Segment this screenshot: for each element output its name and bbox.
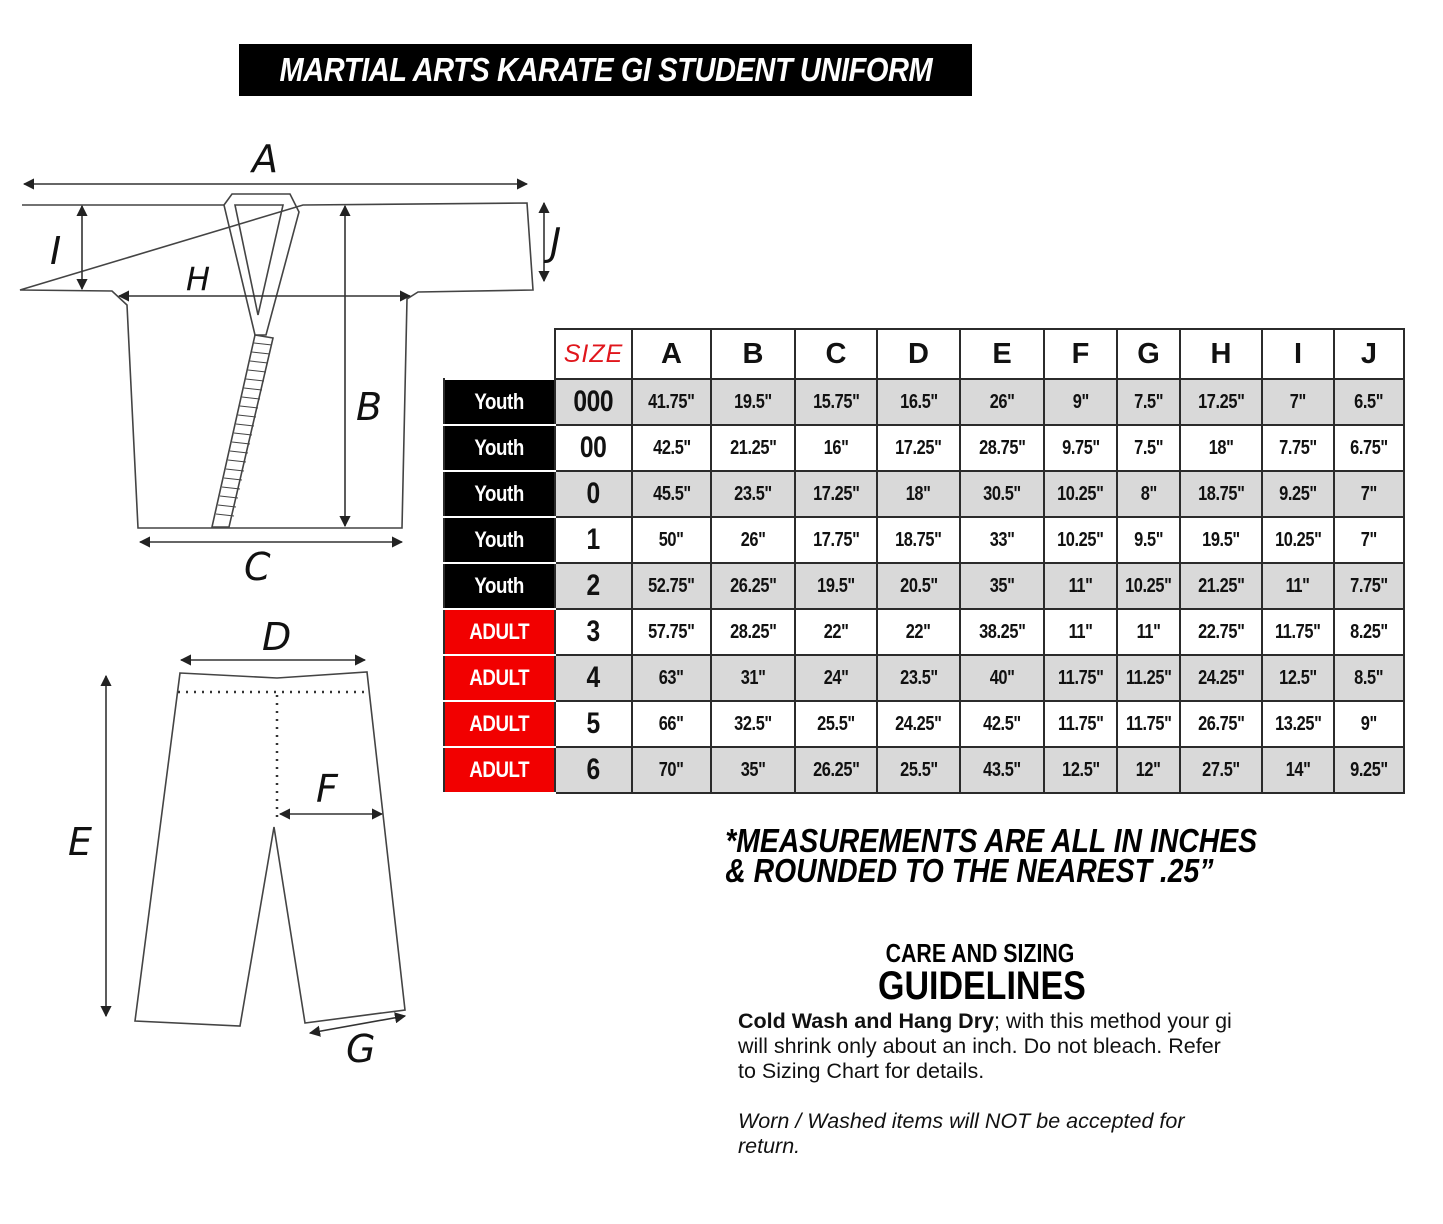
- measurement-value: 21.25": [729, 436, 777, 459]
- category-label: Youth: [474, 481, 525, 506]
- label-e: E: [68, 820, 93, 864]
- measurement-value: 7.75": [1350, 574, 1388, 597]
- size-cell: [555, 609, 632, 655]
- header-a: A: [632, 329, 711, 379]
- measurement-value: 28.75": [978, 436, 1026, 459]
- measurement-cell-g: [1117, 379, 1180, 425]
- measurement-value: 45.5": [652, 482, 691, 505]
- measurement-value: 31": [740, 666, 766, 689]
- category-label: ADULT: [469, 619, 530, 644]
- measurement-value: 16": [823, 436, 849, 459]
- measurement-value: 41.75": [648, 390, 695, 413]
- measurement-cell-f: [1044, 701, 1117, 747]
- measurement-cell-b: [711, 517, 795, 563]
- measurement-cell-j: [1334, 425, 1404, 471]
- size-cell: [555, 471, 632, 517]
- measurement-value: 28.25": [729, 620, 777, 643]
- category-cell: [444, 747, 555, 793]
- measurement-value: 7.5": [1134, 436, 1163, 459]
- measurement-value: 14": [1285, 758, 1311, 781]
- measurement-cell-g: [1117, 701, 1180, 747]
- table-row: [444, 609, 1404, 655]
- measurement-value: 7": [1360, 528, 1378, 551]
- measurement-cell-b: [711, 563, 795, 609]
- pants-measure-labels: [68, 615, 375, 1071]
- measurement-value: 20.5": [899, 574, 938, 597]
- measurement-cell-b: [711, 655, 795, 701]
- measurement-cell-c: [795, 471, 877, 517]
- measurement-value: 22": [906, 620, 931, 643]
- measurement-cell-h: [1180, 747, 1262, 793]
- measurement-cell-d: [877, 517, 960, 563]
- measurement-cell-h: [1180, 517, 1262, 563]
- table-row: [444, 563, 1404, 609]
- measurement-value: 10.25": [1125, 574, 1172, 597]
- care-paragraph: [738, 1009, 1238, 1084]
- measurement-cell-e: [960, 747, 1044, 793]
- measurement-cell-d: [877, 379, 960, 425]
- table-row: [444, 517, 1404, 563]
- measurement-cell-c: [795, 701, 877, 747]
- measurement-value: 11": [1068, 620, 1093, 643]
- header-b: B: [711, 329, 795, 379]
- measurement-value: 7.5": [1134, 390, 1163, 413]
- measurement-cell-b: [711, 471, 795, 517]
- measurement-cell-e: [960, 517, 1044, 563]
- measurement-cell-i: [1262, 471, 1334, 517]
- measurement-cell-a: [632, 379, 711, 425]
- measurement-value: 17.25": [812, 482, 860, 505]
- measurement-cell-h: [1180, 701, 1262, 747]
- pants-diagram: [106, 660, 405, 1033]
- measurement-cell-a: [632, 701, 711, 747]
- size-cell: [555, 425, 632, 471]
- table-row: [444, 379, 1404, 425]
- measurement-cell-g: [1117, 609, 1180, 655]
- label-c: C: [244, 545, 271, 589]
- measurement-value: 23.5": [899, 666, 938, 689]
- measurement-cell-j: [1334, 747, 1404, 793]
- measurement-cell-g: [1117, 655, 1180, 701]
- measurement-value: 11.75": [1057, 666, 1104, 689]
- measurement-value: 24.25": [1197, 666, 1245, 689]
- category-cell: [444, 609, 555, 655]
- note-line-2: & ROUNDED TO THE NEAREST .25”: [725, 852, 1214, 889]
- size-cell: [555, 655, 632, 701]
- measurement-value: 6.75": [1350, 436, 1388, 459]
- care-body-text: ; with this method your gi will shrink only about an inch. Do not bleach. Refer to Sizing Chart for details.: [738, 1009, 1232, 1083]
- measurement-value: 17.25": [1197, 390, 1245, 413]
- measurement-cell-c: [795, 563, 877, 609]
- measurement-value: 17.25": [895, 436, 942, 459]
- measurement-cell-f: [1044, 471, 1117, 517]
- measurement-value: 50": [659, 528, 684, 551]
- measurement-cell-c: [795, 425, 877, 471]
- measurement-cell-i: [1262, 563, 1334, 609]
- measurement-cell-d: [877, 471, 960, 517]
- measurement-value: 9.25": [1279, 482, 1317, 505]
- measurement-value: 18": [906, 482, 931, 505]
- measurement-value: 26": [740, 528, 766, 551]
- measurement-cell-j: [1334, 563, 1404, 609]
- measurement-value: 9": [1072, 390, 1089, 413]
- measurement-value: 11.25": [1125, 666, 1172, 689]
- measurement-cell-e: [960, 379, 1044, 425]
- measurement-cell-c: [795, 379, 877, 425]
- table-body: [444, 379, 1404, 793]
- measurement-value: 18.75": [1197, 482, 1245, 505]
- measurement-value: 24.25": [895, 712, 942, 735]
- measurement-value: 6.5": [1354, 390, 1384, 413]
- label-a: A: [252, 137, 278, 181]
- header-d: D: [877, 329, 960, 379]
- measurement-cell-h: [1180, 563, 1262, 609]
- measurement-cell-a: [632, 563, 711, 609]
- table-row: [444, 425, 1404, 471]
- measurement-cell-j: [1334, 471, 1404, 517]
- measurement-value: 10.25": [1057, 528, 1104, 551]
- measurement-cell-b: [711, 747, 795, 793]
- measurement-value: 66": [659, 712, 684, 735]
- measurement-value: 9.25": [1350, 758, 1388, 781]
- measurement-cell-i: [1262, 609, 1334, 655]
- measurement-cell-a: [632, 747, 711, 793]
- measurement-cell-a: [632, 655, 711, 701]
- measurement-cell-c: [795, 517, 877, 563]
- header-g: G: [1117, 329, 1180, 379]
- measurement-cell-e: [960, 655, 1044, 701]
- measurement-value: 18": [1208, 436, 1234, 459]
- size-value: 0: [586, 477, 601, 510]
- measurement-value: 30.5": [983, 482, 1021, 505]
- measurement-value: 27.5": [1202, 758, 1240, 781]
- measurement-cell-b: [711, 425, 795, 471]
- category-label: Youth: [474, 527, 525, 552]
- measurement-value: 11": [1136, 620, 1161, 643]
- measurement-value: 33": [989, 528, 1015, 551]
- measurement-cell-i: [1262, 701, 1334, 747]
- measurement-value: 10.25": [1274, 528, 1322, 551]
- measurement-cell-e: [960, 425, 1044, 471]
- measurement-cell-f: [1044, 609, 1117, 655]
- return-policy: Worn / Washed items will NOT be accepted for return.: [738, 1109, 1185, 1158]
- measurement-value: 43.5": [983, 758, 1021, 781]
- measurement-value: 19.5": [734, 390, 772, 413]
- measurement-cell-j: [1334, 655, 1404, 701]
- measurement-value: 25.5": [817, 712, 855, 735]
- measurement-value: 15.75": [812, 390, 860, 413]
- measurement-value: 11.75": [1057, 712, 1104, 735]
- size-cell: [555, 701, 632, 747]
- measurement-cell-d: [877, 747, 960, 793]
- header-c: C: [795, 329, 877, 379]
- measurement-value: 42.5": [652, 436, 691, 459]
- size-cell: [555, 379, 632, 425]
- measurement-cell-a: [632, 425, 711, 471]
- label-j: J: [550, 220, 562, 264]
- care-heading: [860, 940, 1100, 1006]
- category-label: Youth: [474, 435, 525, 460]
- size-value: 3: [586, 615, 601, 648]
- measurement-value: 7": [1360, 482, 1378, 505]
- header-size: SIZE: [555, 329, 632, 379]
- table-row: [444, 747, 1404, 793]
- measurement-value: 7.75": [1279, 436, 1317, 459]
- category-label: Youth: [474, 389, 525, 414]
- size-chart-table: [443, 328, 1405, 794]
- table-row: [444, 471, 1404, 517]
- size-cell: [555, 517, 632, 563]
- measurement-cell-j: [1334, 701, 1404, 747]
- measurement-cell-h: [1180, 655, 1262, 701]
- size-value: 00: [580, 431, 607, 464]
- header-blank: [444, 329, 555, 379]
- measurement-value: 19.5": [1202, 528, 1240, 551]
- header-f: F: [1044, 329, 1117, 379]
- measurement-cell-b: [711, 379, 795, 425]
- measurement-cell-g: [1117, 425, 1180, 471]
- measurement-value: 40": [989, 666, 1015, 689]
- measurement-cell-d: [877, 701, 960, 747]
- measurement-cell-h: [1180, 379, 1262, 425]
- measurement-cell-f: [1044, 655, 1117, 701]
- measurement-value: 26.75": [1197, 712, 1245, 735]
- measurement-cell-j: [1334, 379, 1404, 425]
- measurement-value: 12.5": [1279, 666, 1317, 689]
- measurement-value: 12": [1136, 758, 1161, 781]
- size-value: 000: [573, 385, 614, 418]
- measurement-cell-d: [877, 655, 960, 701]
- measurement-value: 32.5": [734, 712, 772, 735]
- measurement-cell-d: [877, 563, 960, 609]
- measurement-value: 22": [823, 620, 849, 643]
- label-g: G: [346, 1027, 376, 1071]
- label-f: F: [316, 767, 338, 811]
- measurement-value: 19.5": [817, 574, 855, 597]
- measurement-value: 26.25": [729, 574, 777, 597]
- measurement-value: 7": [1289, 390, 1307, 413]
- category-cell: [444, 517, 555, 563]
- label-b: B: [356, 385, 383, 429]
- category-cell: [444, 655, 555, 701]
- measurement-cell-a: [632, 517, 711, 563]
- header-i: I: [1262, 329, 1334, 379]
- measurement-value: 26": [989, 390, 1015, 413]
- measurement-value: 12.5": [1061, 758, 1100, 781]
- measurement-note: [686, 822, 1258, 889]
- size-value: 4: [586, 661, 601, 694]
- care-heading-line-2: GUIDELINES: [878, 964, 1086, 1008]
- measurement-cell-j: [1334, 517, 1404, 563]
- measurement-cell-a: [632, 609, 711, 655]
- measurement-value: 63": [659, 666, 684, 689]
- measurement-cell-e: [960, 471, 1044, 517]
- size-cell: [555, 747, 632, 793]
- measurement-cell-g: [1117, 747, 1180, 793]
- size-value: 5: [586, 707, 601, 740]
- measurement-value: 57.75": [648, 620, 695, 643]
- measurement-value: 11": [1068, 574, 1093, 597]
- category-cell: [444, 471, 555, 517]
- measurement-value: 24": [823, 666, 849, 689]
- category-label: Youth: [474, 573, 525, 598]
- measurement-cell-c: [795, 609, 877, 655]
- label-d: D: [262, 615, 292, 659]
- measurement-value: 38.25": [978, 620, 1026, 643]
- category-cell: [444, 701, 555, 747]
- measurement-cell-i: [1262, 517, 1334, 563]
- category-cell: [444, 379, 555, 425]
- care-heading-line-1: CARE AND SIZING: [885, 938, 1075, 968]
- measurement-value: 8.5": [1354, 666, 1384, 689]
- size-cell: [555, 563, 632, 609]
- measurement-cell-g: [1117, 471, 1180, 517]
- measurement-cell-g: [1117, 517, 1180, 563]
- note-line-1: *MEASUREMENTS ARE ALL IN INCHES: [725, 822, 1258, 859]
- measurement-value: 25.5": [899, 758, 938, 781]
- measurement-cell-c: [795, 655, 877, 701]
- measurement-cell-d: [877, 425, 960, 471]
- measurement-value: 9.75": [1061, 436, 1100, 459]
- measurement-value: 70": [659, 758, 684, 781]
- measurement-cell-h: [1180, 425, 1262, 471]
- measurement-value: 21.25": [1197, 574, 1245, 597]
- measurement-cell-i: [1262, 655, 1334, 701]
- measurement-value: 16.5": [899, 390, 938, 413]
- measurement-cell-e: [960, 609, 1044, 655]
- header-j: J: [1334, 329, 1404, 379]
- measurement-cell-f: [1044, 425, 1117, 471]
- table-row: [444, 655, 1404, 701]
- measurement-value: 26.25": [812, 758, 860, 781]
- header-e: E: [960, 329, 1044, 379]
- category-label: ADULT: [469, 665, 530, 690]
- label-i: I: [50, 229, 62, 273]
- measurement-cell-h: [1180, 609, 1262, 655]
- measurement-cell-i: [1262, 379, 1334, 425]
- measurement-value: 52.75": [648, 574, 695, 597]
- measurement-cell-e: [960, 563, 1044, 609]
- measurement-cell-f: [1044, 517, 1117, 563]
- measurement-cell-f: [1044, 747, 1117, 793]
- care-bold-lead: Cold Wash and Hang Dry: [738, 1009, 995, 1033]
- measurement-cell-i: [1262, 425, 1334, 471]
- measurement-value: 18.75": [895, 528, 942, 551]
- table-header-row: [444, 329, 1404, 379]
- category-cell: [444, 563, 555, 609]
- category-label: ADULT: [469, 711, 530, 736]
- measurement-cell-g: [1117, 563, 1180, 609]
- measurement-value: 35": [740, 758, 766, 781]
- header-h: H: [1180, 329, 1262, 379]
- care-instructions: [738, 1009, 1238, 1159]
- measurement-value: 11.75": [1125, 712, 1172, 735]
- measurement-cell-a: [632, 471, 711, 517]
- measurement-value: 42.5": [983, 712, 1021, 735]
- size-value: 2: [586, 569, 601, 602]
- table-row: [444, 701, 1404, 747]
- measurement-cell-d: [877, 609, 960, 655]
- measurement-cell-j: [1334, 609, 1404, 655]
- measurement-cell-i: [1262, 747, 1334, 793]
- size-value: 1: [586, 523, 601, 556]
- size-value: 6: [586, 753, 601, 786]
- measurement-value: 8.25": [1350, 620, 1388, 643]
- measurement-value: 13.25": [1274, 712, 1322, 735]
- measurement-cell-f: [1044, 563, 1117, 609]
- measurement-value: 22.75": [1197, 620, 1245, 643]
- category-label: ADULT: [469, 757, 530, 782]
- measurement-cell-b: [711, 609, 795, 655]
- page-title: MARTIAL ARTS KARATE GI STUDENT UNIFORM: [279, 51, 932, 88]
- measurement-cell-c: [795, 747, 877, 793]
- measurement-cell-h: [1180, 471, 1262, 517]
- measurement-value: 35": [989, 574, 1015, 597]
- measurement-value: 17.75": [812, 528, 860, 551]
- category-cell: [444, 425, 555, 471]
- measurement-value: 11": [1286, 574, 1310, 597]
- measurement-value: 9": [1360, 712, 1378, 735]
- measurement-cell-e: [960, 701, 1044, 747]
- measurement-cell-b: [711, 701, 795, 747]
- measurement-value: 11.75": [1275, 620, 1321, 643]
- measurement-cell-f: [1044, 379, 1117, 425]
- measurement-value: 10.25": [1057, 482, 1104, 505]
- measurement-value: 23.5": [734, 482, 772, 505]
- measurement-value: 9.5": [1134, 528, 1163, 551]
- measurement-value: 8": [1140, 482, 1157, 505]
- label-h: H: [186, 260, 211, 298]
